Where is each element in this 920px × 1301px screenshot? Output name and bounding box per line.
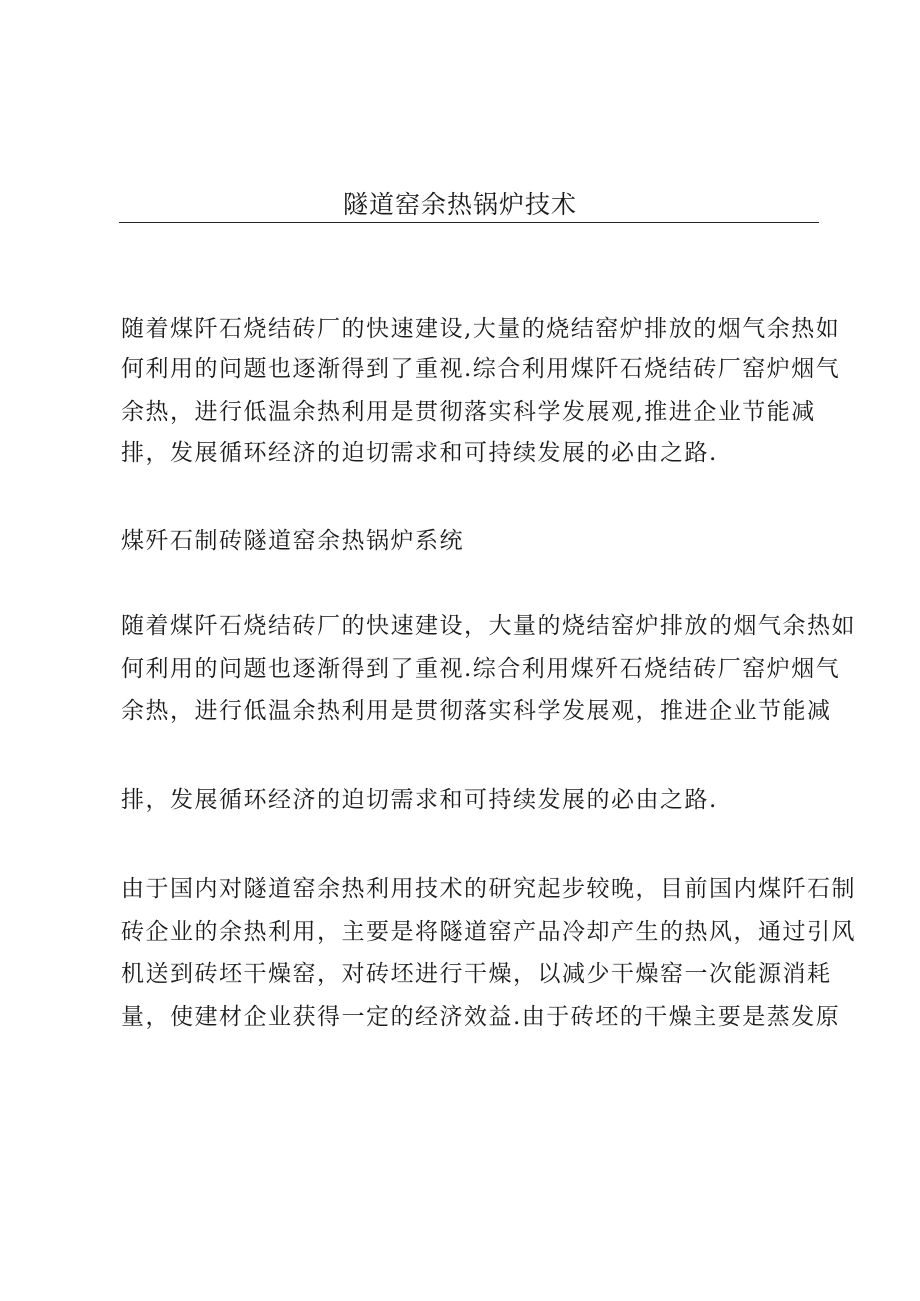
- intro-line-1: 随着煤阡石烧结砖厂的快速建设,大量的烧结窑炉排放的烟气余热如: [121, 316, 841, 342]
- section-para-2-line-1: 由于国内对隧道窑余热利用技术的研究起步较晚，目前国内煤阡石制: [121, 876, 856, 902]
- intro-line-2: 何利用的问题也逐渐得到了重视.综合利用煤阡石烧结砖厂窑炉烟气: [121, 356, 841, 382]
- section-heading: 煤歼石制砖隧道窑余热锅炉系统: [121, 528, 464, 554]
- intro-line-3: 余热，进行低温余热利用是贯彻落实科学发展观,推进企业节能减: [121, 399, 816, 425]
- section-para-1-continuation: 排，发展循环经济的迫切需求和可持续发展的必由之路.: [121, 787, 718, 813]
- title-underline: [119, 222, 819, 223]
- section-para-1-line-3: 余热，进行低温余热利用是贯彻落实科学发展观，推进企业节能减: [121, 698, 832, 724]
- section-para-1-line-1: 随着煤阡石烧结砖厂的快速建设，大量的烧结窑炉排放的烟气余热如: [121, 613, 856, 639]
- section-para-2-line-4: 量，使建材企业获得一定的经济效益.由于砖坯的干燥主要是蒸发原: [121, 1004, 841, 1030]
- section-para-2-line-2: 砖企业的余热利用，主要是将隧道窑产品冷却产生的热风，通过引风: [121, 919, 856, 945]
- section-para-2-line-3: 机送到砖坯干燥窑，对砖坯进行干燥，以减少干燥窑一次能源消耗: [121, 961, 832, 987]
- document-title: 隧道窑余热锅炉技术: [342, 190, 577, 219]
- section-para-1-line-2: 何利用的问题也逐渐得到了重视.综合利用煤歼石烧结砖厂窑炉烟气: [121, 656, 841, 682]
- intro-line-4: 排，发展循环经济的迫切需求和可持续发展的必由之路.: [121, 440, 718, 466]
